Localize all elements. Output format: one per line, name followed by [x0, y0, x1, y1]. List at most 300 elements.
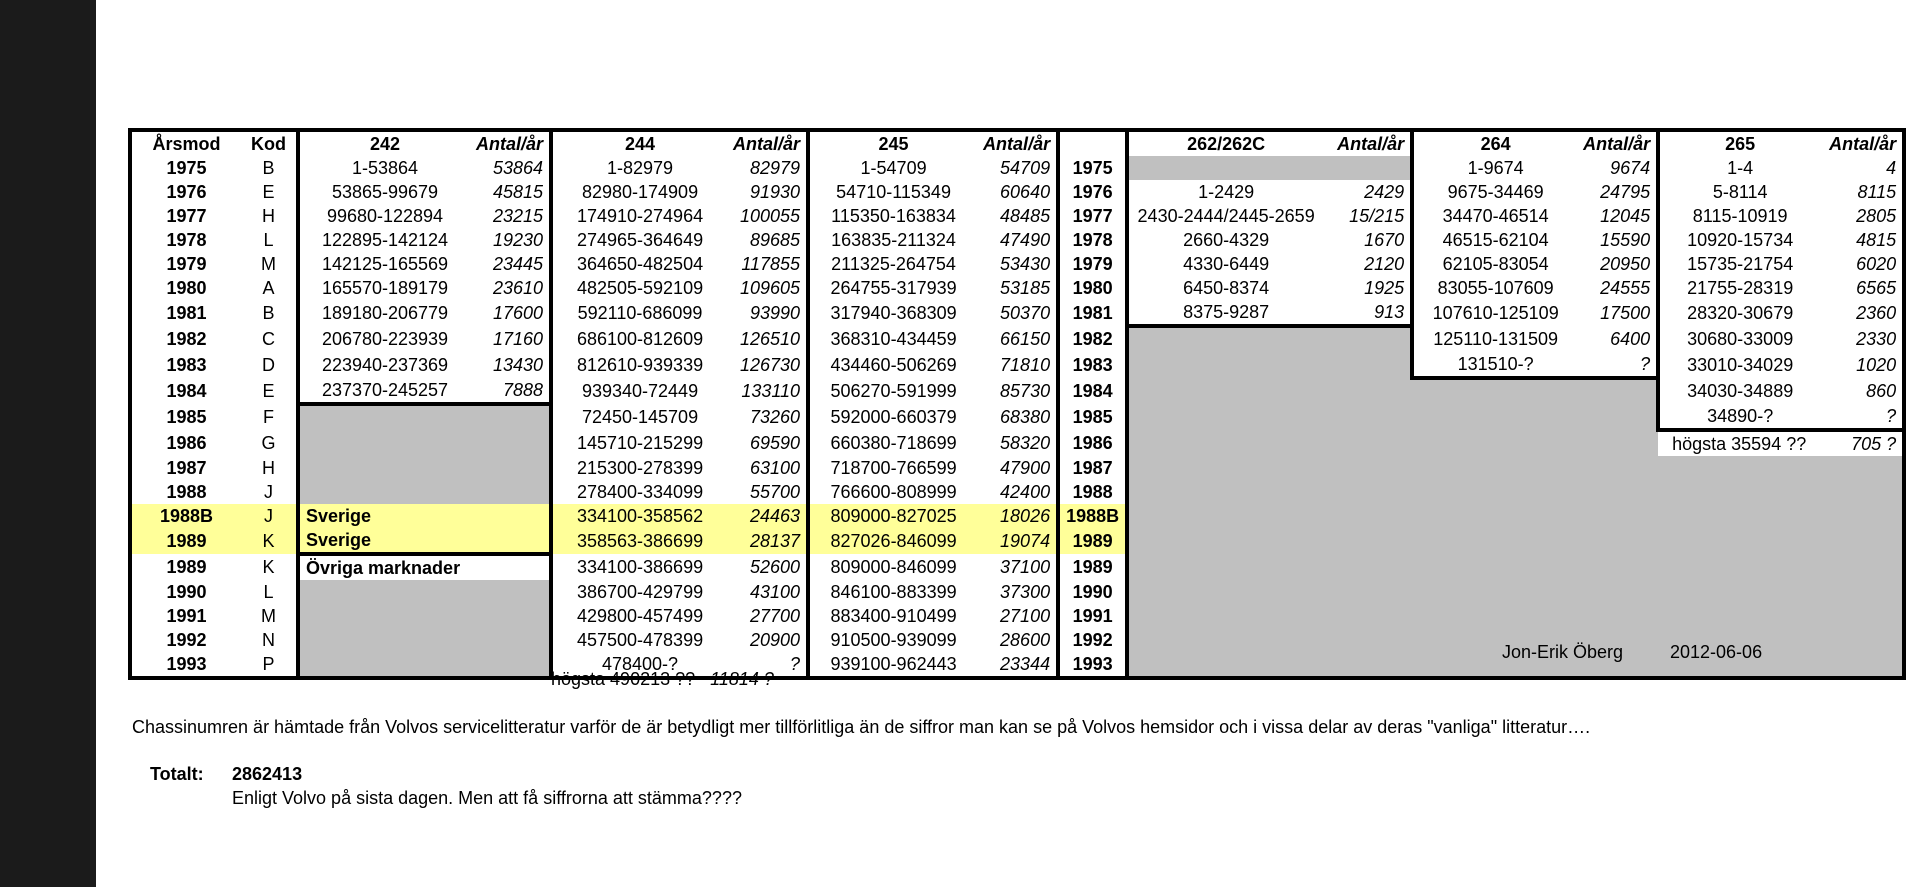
cell-range-245: 115350-163834 — [808, 204, 977, 228]
cell-range-262 — [1127, 528, 1323, 554]
cell-code: B — [241, 300, 298, 326]
cell-range-245: 368310-434459 — [808, 326, 977, 352]
cell-count-265 — [1820, 604, 1904, 628]
cell-range-264 — [1412, 456, 1577, 480]
cell-count-244: 73260 — [727, 404, 808, 430]
cell-range-245: 660380-718699 — [808, 430, 977, 456]
cell-count-244: 63100 — [727, 456, 808, 480]
cell-range-244: 686100-812609 — [551, 326, 727, 352]
cell-count-242 — [470, 480, 551, 504]
cell-code: F — [241, 404, 298, 430]
cell-count-244: 82979 — [727, 156, 808, 180]
cell-count-265: 2360 — [1820, 300, 1904, 326]
cell-range-244: 72450-145709 — [551, 404, 727, 430]
table-row — [130, 554, 1904, 580]
table-row — [130, 228, 1904, 252]
table-row — [130, 504, 1904, 528]
cell-count-262: 1670 — [1323, 228, 1412, 252]
cell-count-244: 28137 — [727, 528, 808, 554]
cell-count-265: 6565 — [1820, 276, 1904, 300]
cell-year-repeat: 1993 — [1058, 652, 1127, 678]
header-count-265: Antal/år — [1820, 130, 1904, 156]
cell-count-245: 50370 — [977, 300, 1058, 326]
cell-count-265: 705 ? — [1820, 430, 1904, 456]
cell-range-264 — [1412, 378, 1577, 404]
cell-count-242: 23610 — [470, 276, 551, 300]
cell-count-262 — [1323, 378, 1412, 404]
cell-count-264 — [1577, 528, 1658, 554]
cell-code: N — [241, 628, 298, 652]
cell-count-245: 48485 — [977, 204, 1058, 228]
cell-range-242 — [298, 652, 470, 678]
cell-count-262 — [1323, 652, 1412, 678]
cell-count-265 — [1820, 480, 1904, 504]
cell-range-262 — [1127, 430, 1323, 456]
cell-count-244: 27700 — [727, 604, 808, 628]
cell-range-242: Övriga marknader — [298, 554, 470, 580]
cell-range-244: 386700-429799 — [551, 580, 727, 604]
cell-range-262 — [1127, 156, 1323, 180]
cell-count-262 — [1323, 504, 1412, 528]
cell-year: 1976 — [130, 180, 241, 204]
cell-range-264: 125110-131509 — [1412, 326, 1577, 352]
cell-range-244: 457500-478399 — [551, 628, 727, 652]
cell-year-repeat: 1986 — [1058, 430, 1127, 456]
cell-count-264 — [1577, 378, 1658, 404]
header-count-244: Antal/år — [727, 130, 808, 156]
cell-range-262 — [1127, 456, 1323, 480]
cell-range-242: 223940-237369 — [298, 352, 470, 378]
cell-range-264: 131510-? — [1412, 352, 1577, 378]
cell-count-242 — [470, 652, 551, 678]
cell-range-245: 264755-317939 — [808, 276, 977, 300]
cell-range-262: 6450-8374 — [1127, 276, 1323, 300]
cell-code: B — [241, 156, 298, 180]
cell-range-245: 54710-115349 — [808, 180, 977, 204]
header-count-245: Antal/år — [977, 130, 1058, 156]
header-year: Årsmod — [130, 130, 241, 156]
header-range-242: 242 — [298, 130, 470, 156]
cell-code: G — [241, 430, 298, 456]
cell-count-265: 4 — [1820, 156, 1904, 180]
cell-count-265: 2330 — [1820, 326, 1904, 352]
cell-year: 1989 — [130, 528, 241, 554]
cell-year: 1988B — [130, 504, 241, 528]
cell-range-242: 122895-142124 — [298, 228, 470, 252]
cell-range-244: 478400-? — [551, 652, 727, 678]
cell-year-repeat: 1991 — [1058, 604, 1127, 628]
cell-count-264: 6400 — [1577, 326, 1658, 352]
cell-range-262 — [1127, 404, 1323, 430]
cell-range-265 — [1658, 456, 1820, 480]
cell-count-262: 1925 — [1323, 276, 1412, 300]
table-row — [130, 276, 1904, 300]
cell-range-265: 34030-34889 — [1658, 378, 1820, 404]
cell-code: H — [241, 456, 298, 480]
cell-count-262 — [1323, 580, 1412, 604]
cell-range-262 — [1127, 580, 1323, 604]
cell-range-242 — [298, 430, 470, 456]
cell-count-245: 58320 — [977, 430, 1058, 456]
cell-count-264 — [1577, 604, 1658, 628]
chassis-number-table — [128, 128, 1906, 680]
cell-code: M — [241, 604, 298, 628]
cell-code: K — [241, 554, 298, 580]
cell-range-265: 28320-30679 — [1658, 300, 1820, 326]
cell-year: 1988 — [130, 480, 241, 504]
cell-count-262 — [1323, 156, 1412, 180]
cell-range-264 — [1412, 628, 1577, 652]
cell-count-265 — [1820, 580, 1904, 604]
cell-code: J — [241, 480, 298, 504]
cell-range-264: 107610-125109 — [1412, 300, 1577, 326]
cell-count-262: 913 — [1323, 300, 1412, 326]
cell-count-262 — [1323, 456, 1412, 480]
cell-range-265: 33010-34029 — [1658, 352, 1820, 378]
cell-count-262 — [1323, 326, 1412, 352]
cell-range-264 — [1412, 652, 1577, 678]
cell-count-245: 60640 — [977, 180, 1058, 204]
cell-range-264: 9675-34469 — [1412, 180, 1577, 204]
cell-code: P — [241, 652, 298, 678]
cell-range-242: 165570-189179 — [298, 276, 470, 300]
cell-range-265: högsta 35594 ?? — [1672, 434, 1807, 454]
cell-range-245: 846100-883399 — [808, 580, 977, 604]
cell-year-repeat: 1988B — [1058, 504, 1127, 528]
cell-count-245: 85730 — [977, 378, 1058, 404]
cell-count-262: 15/215 — [1323, 204, 1412, 228]
cell-year-repeat: 1982 — [1058, 326, 1127, 352]
cell-count-242 — [470, 430, 551, 456]
cell-year-repeat: 1985 — [1058, 404, 1127, 430]
signature-date: 2012-06-06 — [1670, 642, 1763, 662]
cell-year: 1980 — [130, 276, 241, 300]
cell-range-244: 812610-939339 — [551, 352, 727, 378]
cell-count-265 — [1820, 628, 1904, 652]
cell-count-242: 17160 — [470, 326, 551, 352]
cell-count-242 — [470, 628, 551, 652]
cell-range-244: 334100-358562 — [551, 504, 727, 528]
cell-year-repeat: 1976 — [1058, 180, 1127, 204]
table-row — [130, 652, 1904, 678]
cell-range-245: 211325-264754 — [808, 252, 977, 276]
table-row — [130, 604, 1904, 628]
cell-code: E — [241, 378, 298, 404]
cell-range-264: 46515-62104 — [1412, 228, 1577, 252]
cell-range-242 — [298, 604, 470, 628]
cell-count-265: 2805 — [1820, 204, 1904, 228]
cell-count-245: 19074 — [977, 528, 1058, 554]
cell-count-265 — [1820, 528, 1904, 554]
cell-range-264: 83055-107609 — [1412, 276, 1577, 300]
cell-year: 1981 — [130, 300, 241, 326]
cell-range-242 — [298, 456, 470, 480]
cell-count-242: 17600 — [470, 300, 551, 326]
cell-range-265: 15735-21754 — [1658, 252, 1820, 276]
cell-range-265: 8115-10919 — [1658, 204, 1820, 228]
cell-count-265 — [1820, 652, 1904, 678]
cell-range-265 — [1658, 604, 1820, 628]
cell-count-264 — [1577, 580, 1658, 604]
cell-year: 1979 — [130, 252, 241, 276]
cell-range-245: 506270-591999 — [808, 378, 977, 404]
cell-year: 1982 — [130, 326, 241, 352]
cell-range-244: 278400-334099 — [551, 480, 727, 504]
cell-range-262 — [1127, 480, 1323, 504]
cell-year-repeat: 1992 — [1058, 628, 1127, 652]
cell-count-265 — [1820, 456, 1904, 480]
cell-range-262 — [1127, 604, 1323, 628]
cell-range-262: 1-2429 — [1127, 180, 1323, 204]
cell-range-244: 174910-274964 — [551, 204, 727, 228]
cell-count-244: 93990 — [727, 300, 808, 326]
cell-count-264: 15590 — [1577, 228, 1658, 252]
cell-range-262: 8375-9287 — [1127, 300, 1323, 326]
cell-range-244: 592110-686099 — [551, 300, 727, 326]
cell-count-245: 37100 — [977, 554, 1058, 580]
cell-range-244: 364650-482504 — [551, 252, 727, 276]
cell-range-245: 883400-910499 — [808, 604, 977, 628]
table-row — [130, 378, 1904, 404]
cell-count-242: 19230 — [470, 228, 551, 252]
cell-count-244: 126510 — [727, 326, 808, 352]
cell-count-262 — [1323, 352, 1412, 378]
cell-range-245: 434460-506269 — [808, 352, 977, 378]
cell-range-244: 429800-457499 — [551, 604, 727, 628]
cell-range-264: 62105-83054 — [1412, 252, 1577, 276]
dark-sidebar — [0, 0, 96, 887]
cell-count-245: 66150 — [977, 326, 1058, 352]
cell-range-264: 1-9674 — [1412, 156, 1577, 180]
header-year-repeat — [1058, 130, 1127, 156]
cell-range-245: 809000-846099 — [808, 554, 977, 580]
cell-range-245: 910500-939099 — [808, 628, 977, 652]
cell-range-244: 939340-72449 — [551, 378, 727, 404]
cell-code: C — [241, 326, 298, 352]
cell-count-245: 53430 — [977, 252, 1058, 276]
cell-count-244: 20900 — [727, 628, 808, 652]
header-count-262: Antal/år — [1323, 130, 1412, 156]
cell-count-245: 54709 — [977, 156, 1058, 180]
cell-range-244: 482505-592109 — [551, 276, 727, 300]
cell-year-repeat: 1981 — [1058, 300, 1127, 326]
cell-year-repeat: 1979 — [1058, 252, 1127, 276]
cell-count-265: 1020 — [1820, 352, 1904, 378]
cell-range-242: Sverige — [298, 504, 470, 528]
cell-range-264 — [1412, 404, 1577, 430]
cell-range-244: 1-82979 — [551, 156, 727, 180]
table-row — [130, 326, 1904, 352]
table-row — [130, 430, 1904, 456]
cell-range-242 — [298, 628, 470, 652]
cell-count-265: 4815 — [1820, 228, 1904, 252]
cell-count-262 — [1323, 628, 1412, 652]
cell-range-262: 2430-2444/2445-2659 — [1127, 204, 1323, 228]
cell-count-262 — [1323, 430, 1412, 456]
cell-range-242: 53865-99679 — [298, 180, 470, 204]
cell-count-264: 20950 — [1577, 252, 1658, 276]
cell-range-262: 2660-4329 — [1127, 228, 1323, 252]
cell-year: 1984 — [130, 378, 241, 404]
header-range-245: 245 — [808, 130, 977, 156]
cell-count-242 — [470, 580, 551, 604]
cell-code: M — [241, 252, 298, 276]
cell-count-265: ? — [1820, 404, 1904, 430]
highest-244-label: högsta 490213 ?? — [551, 669, 696, 689]
cell-count-265: 6020 — [1820, 252, 1904, 276]
cell-range-264 — [1412, 430, 1577, 456]
cell-range-265: 1-4 — [1658, 156, 1820, 180]
table-row — [130, 156, 1904, 180]
header-range-244: 244 — [551, 130, 727, 156]
cell-range-265 — [1658, 554, 1820, 580]
cell-year: 1978 — [130, 228, 241, 252]
cell-range-264 — [1412, 604, 1577, 628]
cell-count-262: 2429 — [1323, 180, 1412, 204]
cell-count-244: 109605 — [727, 276, 808, 300]
cell-count-265 — [1820, 504, 1904, 528]
cell-range-242: 99680-122894 — [298, 204, 470, 228]
cell-range-245: 163835-211324 — [808, 228, 977, 252]
cell-year: 1977 — [130, 204, 241, 228]
cell-count-242 — [470, 404, 551, 430]
cell-count-245: 42400 — [977, 480, 1058, 504]
cell-count-264 — [1577, 652, 1658, 678]
cell-count-242: 23445 — [470, 252, 551, 276]
cell-code: L — [241, 580, 298, 604]
cell-count-264: 17500 — [1577, 300, 1658, 326]
cell-code: H — [241, 204, 298, 228]
cell-count-244: ? — [727, 652, 808, 678]
cell-count-245: 47490 — [977, 228, 1058, 252]
cell-count-245: 23344 — [977, 652, 1058, 678]
cell-year-repeat: 1980 — [1058, 276, 1127, 300]
table-row — [130, 580, 1904, 604]
cell-count-264: 9674 — [1577, 156, 1658, 180]
cell-count-242 — [470, 604, 551, 628]
cell-count-245: 68380 — [977, 404, 1058, 430]
cell-count-244: 55700 — [727, 480, 808, 504]
table-row — [130, 204, 1904, 228]
cell-count-262 — [1323, 554, 1412, 580]
header-count-242: Antal/år — [470, 130, 551, 156]
cell-count-262 — [1323, 604, 1412, 628]
cell-year: 1986 — [130, 430, 241, 456]
cell-range-265 — [1658, 580, 1820, 604]
cell-count-245: 71810 — [977, 352, 1058, 378]
cell-count-264: 24555 — [1577, 276, 1658, 300]
cell-range-264 — [1412, 580, 1577, 604]
cell-count-245: 18026 — [977, 504, 1058, 528]
cell-range-245: 317940-368309 — [808, 300, 977, 326]
cell-code: J — [241, 504, 298, 528]
cell-count-245: 47900 — [977, 456, 1058, 480]
cell-range-264: 34470-46514 — [1412, 204, 1577, 228]
cell-code: K — [241, 528, 298, 554]
cell-range-244: 274965-364649 — [551, 228, 727, 252]
cell-code: A — [241, 276, 298, 300]
cell-count-244: 24463 — [727, 504, 808, 528]
cell-range-262 — [1127, 554, 1323, 580]
cell-count-244: 117855 — [727, 252, 808, 276]
cell-range-264 — [1412, 504, 1577, 528]
cell-count-264 — [1577, 404, 1658, 430]
cell-code: L — [241, 228, 298, 252]
cell-count-265: 860 — [1820, 378, 1904, 404]
cell-count-264 — [1577, 628, 1658, 652]
cell-count-265: 8115 — [1820, 180, 1904, 204]
cell-year-repeat: 1975 — [1058, 156, 1127, 180]
cell-count-244: 133110 — [727, 378, 808, 404]
cell-year-repeat: 1989 — [1058, 554, 1127, 580]
cell-range-262 — [1127, 378, 1323, 404]
cell-range-245: 766600-808999 — [808, 480, 977, 504]
cell-count-244: 89685 — [727, 228, 808, 252]
cell-count-244: 52600 — [727, 554, 808, 580]
cell-range-244: 215300-278399 — [551, 456, 727, 480]
cell-year: 1991 — [130, 604, 241, 628]
cell-count-262 — [1323, 404, 1412, 430]
cell-range-245: 939100-962443 — [808, 652, 977, 678]
cell-year: 1990 — [130, 580, 241, 604]
cell-count-245: 28600 — [977, 628, 1058, 652]
cell-count-245: 37300 — [977, 580, 1058, 604]
cell-range-262 — [1127, 652, 1323, 678]
cell-count-242: 53864 — [470, 156, 551, 180]
cell-year-repeat: 1989 — [1058, 528, 1127, 554]
cell-year: 1975 — [130, 156, 241, 180]
author-name: Jon-Erik Öberg — [1502, 642, 1624, 662]
header-range-262: 262/262C — [1127, 130, 1323, 156]
cell-count-242: 13430 — [470, 352, 551, 378]
table-row — [130, 456, 1904, 480]
cell-range-264 — [1412, 554, 1577, 580]
table-row — [130, 180, 1904, 204]
cell-count-245: 27100 — [977, 604, 1058, 628]
cell-range-245: 1-54709 — [808, 156, 977, 180]
table-row — [130, 528, 1904, 554]
cell-range-242 — [298, 404, 470, 430]
total-label: Totalt: — [150, 764, 204, 784]
cell-count-262: 2120 — [1323, 252, 1412, 276]
cell-range-244: 358563-386699 — [551, 528, 727, 554]
cell-count-265 — [1820, 554, 1904, 580]
source-note: Chassinumren är hämtade från Volvos servicelitteratur varför de är betydligt mer tillförlitliga än de siffror man kan se på Volvos hemsidor och i vissa delar av deras "vanliga" litteratur…. — [132, 717, 1591, 737]
cell-range-242: 237370-245257 — [298, 378, 470, 404]
cell-count-244: 100055 — [727, 204, 808, 228]
cell-range-265 — [1658, 628, 1820, 652]
cell-year-repeat: 1983 — [1058, 352, 1127, 378]
cell-count-244: 43100 — [727, 580, 808, 604]
cell-count-264: 24795 — [1577, 180, 1658, 204]
table-row — [130, 404, 1904, 430]
cell-count-242 — [470, 456, 551, 480]
cell-range-242 — [298, 580, 470, 604]
cell-year: 1992 — [130, 628, 241, 652]
cell-year: 1983 — [130, 352, 241, 378]
cell-range-265 — [1658, 652, 1820, 678]
cell-count-264 — [1577, 480, 1658, 504]
cell-year-repeat: 1984 — [1058, 378, 1127, 404]
cell-range-265: 10920-15734 — [1658, 228, 1820, 252]
cell-count-264 — [1577, 554, 1658, 580]
cell-year-repeat: 1978 — [1058, 228, 1127, 252]
cell-range-265 — [1658, 504, 1820, 528]
cell-year: 1989 — [130, 554, 241, 580]
table-row — [130, 300, 1904, 326]
cell-year: 1985 — [130, 404, 241, 430]
table-row — [130, 252, 1904, 276]
